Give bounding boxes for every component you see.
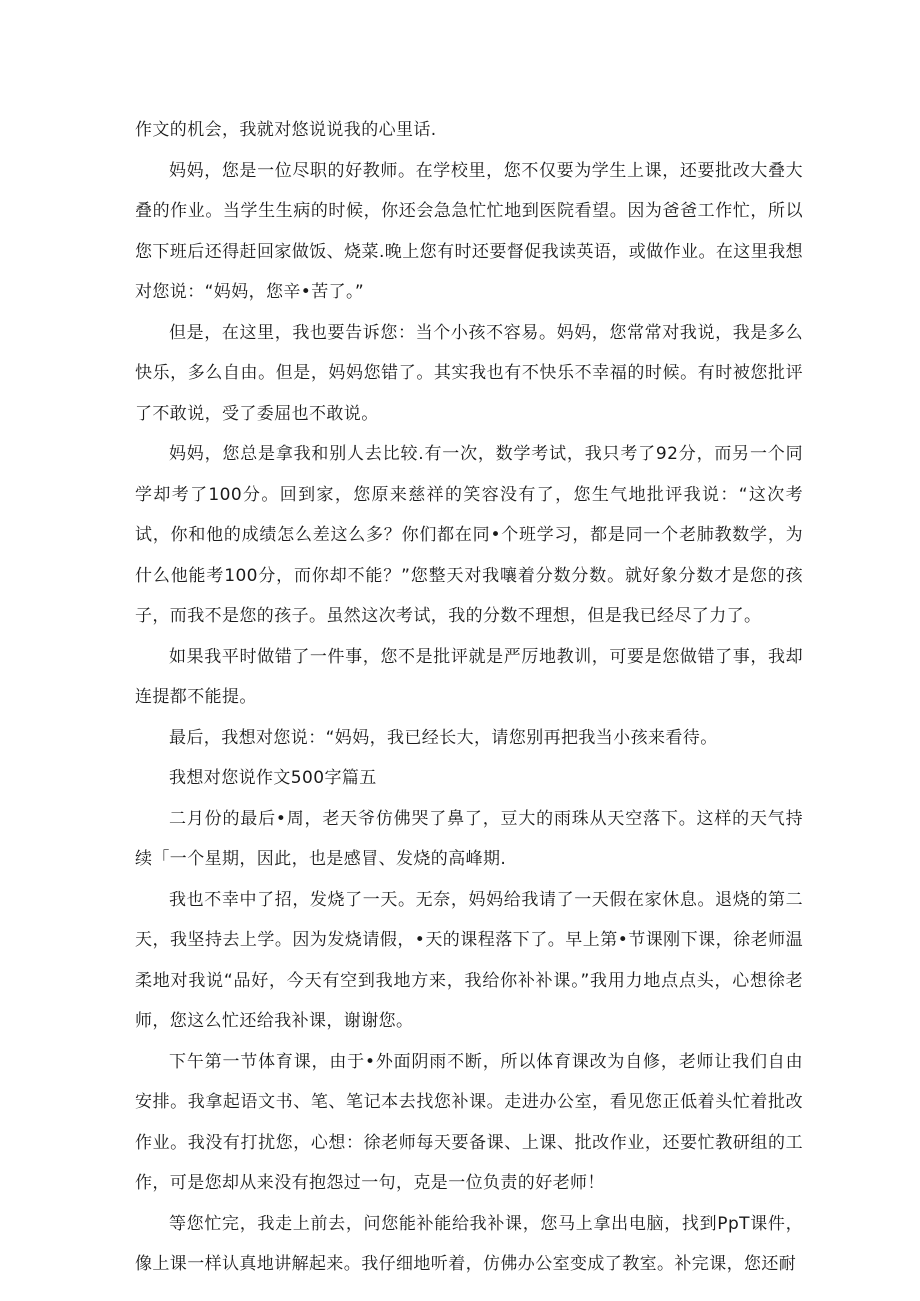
paragraph: 我也不幸中了招，发烧了一天。无奈，妈妈给我请了一天假在家休息。退烧的第二天，我坚持去上学。因为发烧请假，•天的课程落下了。早上第•节课刚下课，徐老师温柔地对我说“品好，今天有空到我地方来，我给你补补课。”我用力地点点头，心想徐老师，您这么忙还给我补课，谢谢您。 (135, 889, 803, 1031)
paragraph: 妈妈，您总是拿我和别人去比较.有一次，数学考试，我只考了92分，而另一个同学却考了100分。回到家，您原来慈祥的笑容没有了，您生气地批评我说：“这次考试，你和他的成绩怎么差这么多？你们都在同•个班学习，都是同一个老肺教数学，为什么他能考100分，而你却不能？”您整天对我嚷着分数分数。就好象分数才是您的孩子，而我不是您的孩子。虽然这次考试，我的分数不理想，但是我已经尽了力了。 (135, 444, 803, 626)
paragraph: 下午第一节体育课，由于•外面阴雨不断，所以体育课改为自修，老师让我们自由安排。我拿起语文书、笔、笔记本去找您补课。走进办公室，看见您正低着头忙着批改作业。我没有打扰您，心想：徐老师每天要备课、上课、批改作业，还要忙教研组的工作，可是您却从来没有抱怨过一句，克是一位负责的好老师！ (135, 1051, 803, 1193)
paragraph: 妈妈，您是一位尽职的好教师。在学校里，您不仅要为学生上课，还要批改大叠大叠的作业。当学生生病的时候，你还会急急忙忙地到医院看望。因为爸爸工作忙，所以您下班后还得赶回家做饭、烧菜.晚上您有时还要督促我读英语，或做作业。在这里我想对您说：“妈妈，您辛•苦了。” (135, 160, 803, 302)
document-body (135, 110, 803, 1285)
paragraph: 二月份的最后•周，老天爷仿佛哭了鼻了，豆大的雨珠从天空落下。这样的天气持续「一个星期，因此，也是感冒、发烧的高峰期. (135, 808, 803, 869)
paragraph: 但是，在这里，我也要告诉您：当个小孩不容易。妈妈，您常常对我说，我是多么快乐，多么自由。但是，妈妈您错了。其实我也有不快乐不幸福的时候。有时被您批评了不敢说，受了委屈也不敢说。 (135, 322, 803, 424)
paragraph: 最后，我想对您说：“妈妈，我已经长大，请您别再把我当小孩来看待。 (169, 727, 718, 748)
paragraph: 等您忙完，我走上前去，问您能补能给我补课，您马上拿出电脑，找到PpT课件，像上课一样认真地讲解起来。我仔细地听着，仿佛办公室变成了教室。补完课，您还耐 (135, 1213, 803, 1274)
paragraph-continuation: 作文的机会，我就对悠说说我的心里话. (135, 120, 437, 140)
section-heading: 我想对您说作文500字篇五 (169, 768, 377, 788)
paragraph: 如果我平时做错了一件事，您不是批评就是严厉地教训，可要是您做错了事，我却连提都不能提。 (135, 646, 803, 707)
